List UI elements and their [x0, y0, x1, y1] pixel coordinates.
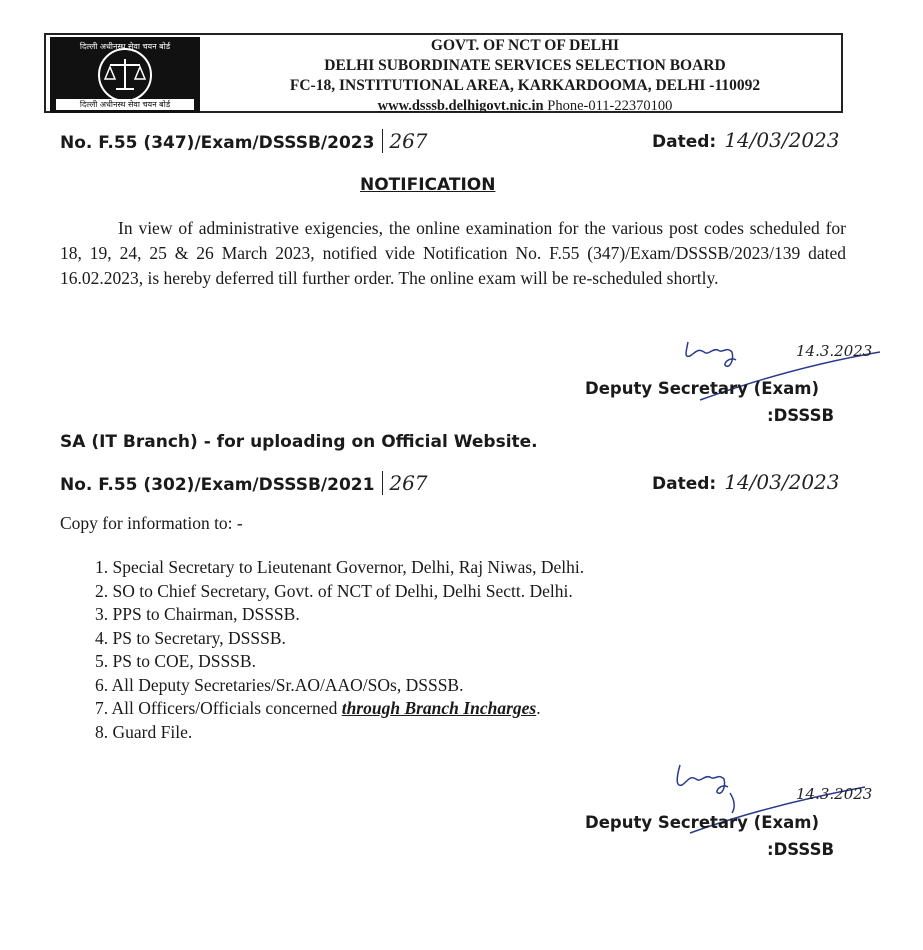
handwritten-date: 14/03/2023 [724, 128, 840, 152]
handwritten-dispatch-number: 267 [382, 129, 427, 153]
signature-2-date: 14.3.2023 [796, 785, 873, 803]
reference-number-2 [60, 471, 428, 495]
list-item: 4. PS to Secretary, DSSSB. [95, 627, 286, 648]
signatory-title-1: Deputy Secretary (Exam) [585, 379, 819, 398]
signature-1-date: 14.3.2023 [796, 342, 873, 360]
phone-number: Phone-011-22370100 [543, 98, 673, 114]
list-item [95, 697, 584, 721]
ref-number-text: No. F.55 (347)/Exam/DSSSB/2023 [60, 133, 375, 153]
website-link[interactable]: www.dsssb.delhigovt.nic.in [377, 98, 544, 114]
list-item-end: . [536, 698, 541, 718]
ref-number-text: No. F.55 (302)/Exam/DSSSB/2021 [60, 475, 375, 495]
govt-line: GOVT. OF NCT OF DELHI [430, 37, 620, 54]
list-item: 3. PPS to Chairman, DSSSB. [95, 604, 300, 624]
dated-2 [652, 470, 840, 494]
board-name: DELHI SUBORDINATE SERVICES SELECTION BOARD [324, 57, 726, 74]
signatory-org-2: :DSSSB [767, 840, 835, 859]
dated-1 [652, 128, 840, 152]
dsssb-logo [50, 37, 200, 113]
copy-to-heading: Copy for information to: - [60, 513, 243, 533]
contact-line [215, 96, 835, 116]
list-item: 6. All Deputy Secretaries/Sr.AO/AAO/SOs, DSSSB. [95, 674, 464, 695]
reference-number-1 [60, 129, 428, 153]
logo-text-top: दिल्ली अधीनस्थ सेवा चयन बोर्ड [79, 42, 171, 51]
list-item: 2. SO to Chief Secretary, Govt. of NCT of Delhi, Delhi Sectt. Delhi. [95, 580, 573, 601]
sa-it-branch-line: SA (IT Branch) - for uploading on Official Website. [60, 432, 538, 452]
list-item: 8. Guard File. [95, 721, 193, 742]
dated-label: Dated: [652, 132, 717, 152]
list-item-text: 7. All Officers/Officials concerned [95, 698, 342, 718]
handwritten-date: 14/03/2023 [724, 470, 840, 494]
copy-recipient-list [95, 556, 584, 744]
emphasis-text: through Branch Incharges [341, 698, 537, 718]
dated-label: Dated: [652, 474, 717, 494]
list-item: 1. Special Secretary to Lieutenant Governor, Delhi, Raj Niwas, Delhi. [95, 557, 585, 577]
handwritten-dispatch-number: 267 [382, 471, 427, 495]
logo-text-bottom: दिल्ली अधीनस्थ सेवा चयन बोर्ड [56, 99, 194, 110]
letterhead-text [215, 36, 835, 116]
address-line: FC-18, INSTITUTIONAL AREA, KARKARDOOMA, DELHI -110092 [289, 77, 761, 94]
signatory-title-2: Deputy Secretary (Exam) [585, 813, 819, 832]
notification-title: NOTIFICATION [360, 175, 496, 195]
list-item: 5. PS to COE, DSSSB. [95, 651, 256, 671]
signatory-org-1: :DSSSB [767, 406, 835, 425]
notification-body: In view of administrative exigencies, the online examination for the various post codes scheduled for 18, 19, 24, 25 & 26 March 2023, notified vide Notification No. F.55 (347)/Exam/DSSSB/2023/139 dated 16.02.2023, is hereby deferred till further order. The online exam will be re-scheduled shortly. [60, 218, 846, 288]
